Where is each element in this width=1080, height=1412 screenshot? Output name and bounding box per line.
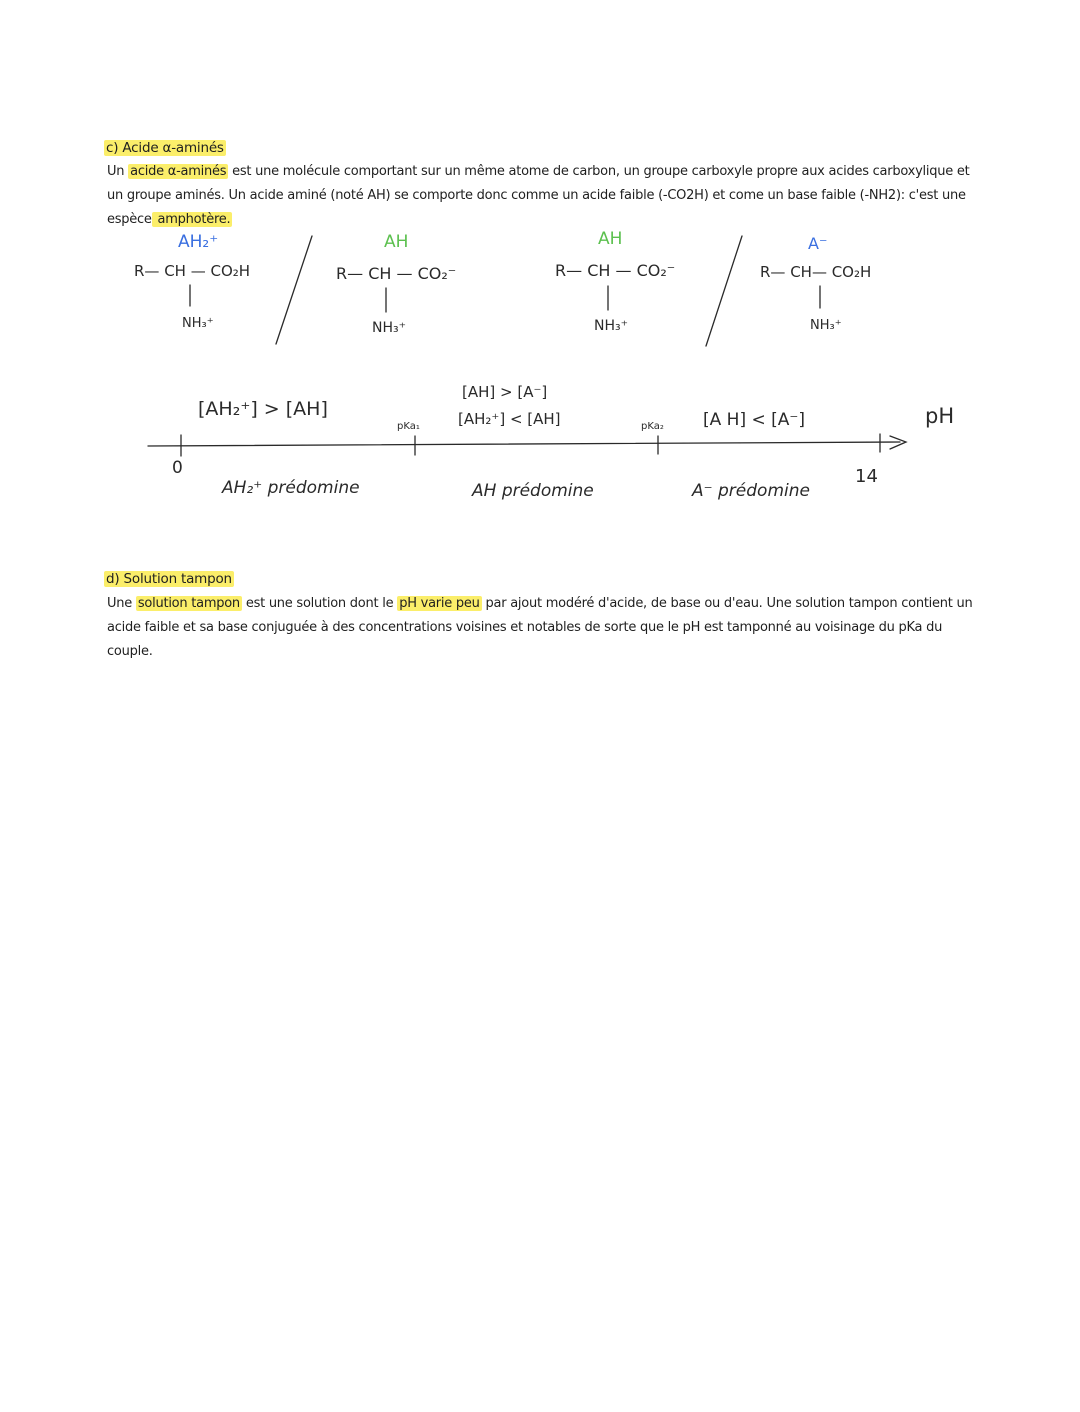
zone3-label: A⁻ prédomine [692, 481, 810, 501]
zone3-relation: [A H] < [A⁻] [703, 410, 805, 430]
highlight-ph-varie-peu: pH varie peu [399, 596, 480, 611]
ph-axis-label: pH [925, 404, 955, 428]
section-c-heading: c) Acide α-aminés [106, 140, 224, 156]
chain-3: R— CH — CO₂⁻ [555, 261, 676, 280]
section-d-paragraph: Une solution tampon est une solution dont le pH varie peu par ajout modéré d'acide, de base ou d'eau. Une solution tampon contient un acide faible et sa base conjuguée à des concentrations voisines et notables de sorte que le pH est tamponné au voisinage du pKa du couple. [107, 596, 973, 659]
ph-axis-line [148, 442, 900, 446]
species-ah-2: AH [598, 229, 623, 249]
highlight-solution-tampon: solution tampon [137, 596, 240, 611]
amine-3: NH₃⁺ [594, 318, 629, 334]
species-ah-1: AH [384, 232, 409, 252]
pka1-label: pKa₁ [397, 421, 420, 432]
amine-1: NH₃⁺ [182, 316, 214, 331]
highlight-amphotere: amphotère. [153, 212, 231, 227]
slash-2 [706, 236, 742, 346]
species-ah2plus: AH₂⁺ [178, 232, 219, 252]
amine-2: NH₃⁺ [372, 320, 407, 336]
zone1-relation: [AH₂⁺] > [AH] [198, 398, 328, 420]
zone2-relation-a: [AH] > [A⁻] [462, 383, 548, 401]
chain-1: R— CH — CO₂H [134, 262, 251, 280]
pka2-label: pKa₂ [641, 421, 664, 432]
section-d-heading: d) Solution tampon [106, 571, 232, 587]
species-aminus: A⁻ [808, 234, 828, 253]
chain-4: R— CH— CO₂H [760, 263, 872, 281]
fourteen-label: 14 [855, 466, 878, 487]
highlight-acide-amine: acide α-aminés [130, 164, 227, 179]
section-c-paragraph: Un acide α-aminés est une molécule comportant sur un même atome de carbon, un groupe carboxyle propre aux acides carboxylique et un groupe aminés. Un acide aminé (noté AH) se comporte donc comme un acide faible (-CO2H) et come un base faible (-NH2): c'est une espèce amphotère. [107, 164, 970, 227]
slash-1 [276, 236, 312, 344]
zone1-label: AH₂⁺ prédomine [222, 478, 360, 498]
zero-label: 0 [172, 458, 183, 478]
zone2-label: AH prédomine [472, 481, 594, 501]
chain-2: R— CH — CO₂⁻ [336, 264, 457, 283]
zone2-relation-b: [AH₂⁺] < [AH] [458, 410, 561, 428]
amine-4: NH₃⁺ [810, 318, 842, 333]
